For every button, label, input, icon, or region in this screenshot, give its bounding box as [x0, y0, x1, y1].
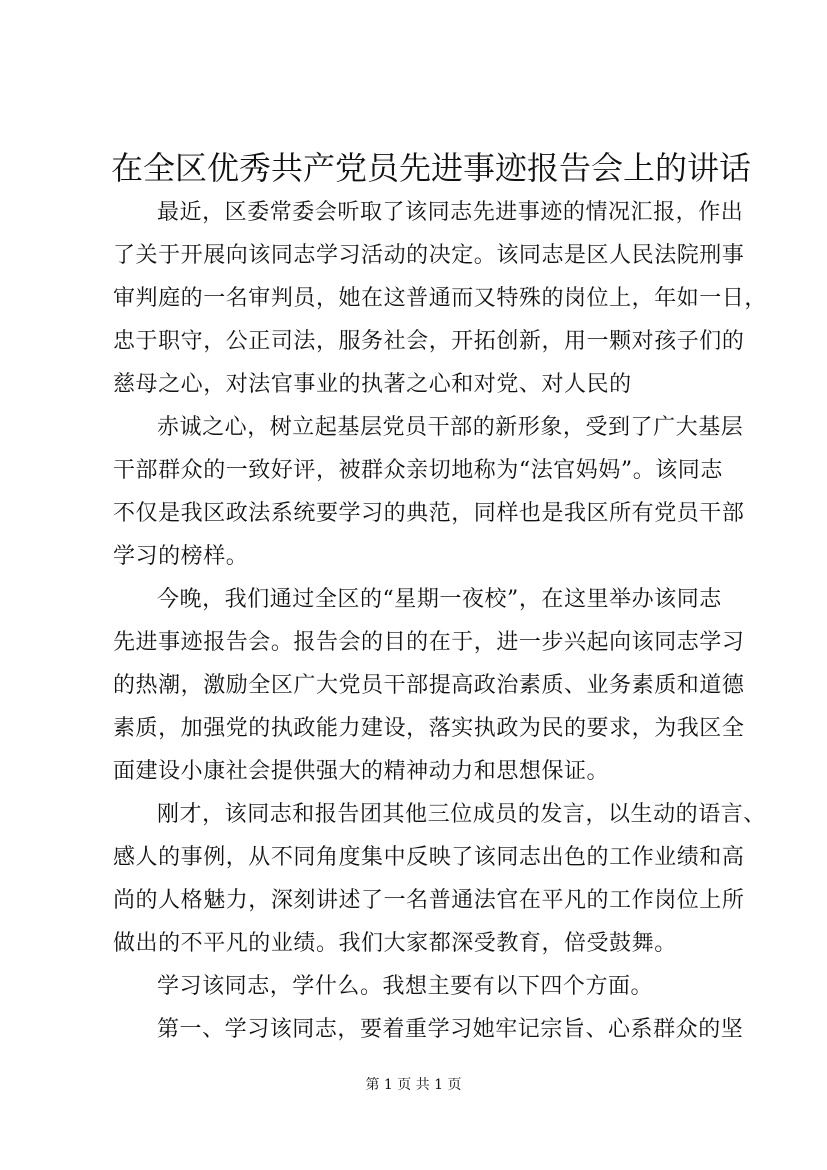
paragraph-line: 审判庭的一名审判员，她在这普通而又特殊的岗位上，年如一日，	[113, 286, 767, 311]
paragraph-line: 第一、学习该同志，要着重学习她牢记宗旨、心系群众的坚	[157, 1017, 744, 1042]
paragraph-line: 干部群众的一致好评，被群众亲切地称为“法官妈妈”。该同志	[113, 458, 723, 483]
paragraph-line: 最近，区委常委会听取了该同志先进事迹的情况汇报，作出	[157, 200, 744, 225]
paragraph-line: 先进事迹报告会。报告会的目的在于，进一步兴起向该同志学习	[113, 630, 745, 655]
paragraph-line: 的热潮，激励全区广大党员干部提高政治素质、业务素质和道德	[113, 673, 745, 698]
paragraph-line: 不仅是我区政法系统要学习的典范，同样也是我区所有党员干部	[113, 501, 745, 526]
paragraph-line: 赤诚之心，树立起基层党员干部的新形象，受到了广大基层	[157, 415, 744, 440]
paragraph-line: 尚的人格魅力，深刻讲述了一名普通法官在平凡的工作岗位上所	[113, 888, 745, 913]
document-title: 在全区优秀共产党员先进事迹报告会上的讲话	[111, 149, 752, 187]
paragraph-line: 今晚，我们通过全区的“星期一夜校”，在这里举办该同志	[157, 587, 722, 612]
paragraph-line: 学习的榜样。	[113, 544, 249, 569]
paragraph-line: 做出的不平凡的业绩。我们大家都深受教育，倍受鼓舞。	[113, 931, 677, 956]
paragraph-line: 学习该同志，学什么。我想主要有以下四个方面。	[157, 974, 654, 999]
paragraph-line: 面建设小康社会提供强大的精神动力和思想保证。	[113, 759, 610, 784]
paragraph-line: 慈母之心，对法官事业的执著之心和对党、对人民的	[113, 372, 632, 397]
paragraph-line: 了关于开展向该同志学习活动的决定。该同志是区人民法院刑事	[113, 243, 745, 268]
paragraph-line: 忠于职守，公正司法，服务社会，开拓创新，用一颗对孩子们的	[113, 329, 745, 354]
page-number-footer: 第 1 页 共 1 页	[365, 1077, 462, 1093]
paragraph-line: 素质，加强党的执政能力建设，落实执政为民的要求，为我区全	[113, 716, 745, 741]
paragraph-line: 感人的事例，从不同角度集中反映了该同志出色的工作业绩和高	[113, 845, 745, 870]
paragraph-line: 刚才，该同志和报告团其他三位成员的发言，以生动的语言、	[157, 802, 766, 827]
